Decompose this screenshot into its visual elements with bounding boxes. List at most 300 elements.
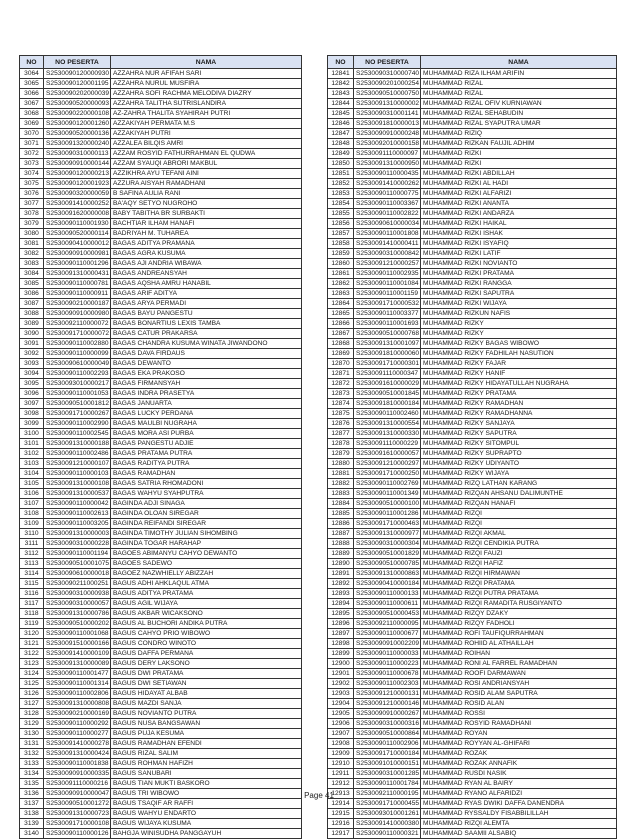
table-row bbox=[20, 419, 302, 429]
cell-no: 3114 bbox=[20, 569, 44, 579]
cell-nama: AZZAHRA NURUL MUSFIRA bbox=[111, 79, 302, 89]
cell-nama: MUHAMMAD ROSID ALAM SAPUTRA bbox=[421, 689, 617, 699]
cell-no-peserta: S2530091310000786 bbox=[44, 609, 111, 619]
cell-no-peserta: S2530090610000034 bbox=[354, 219, 421, 229]
table-row bbox=[20, 519, 302, 529]
cell-nama: BAGUS RIZAL SALIM bbox=[111, 749, 302, 759]
cell-no: 12873 bbox=[328, 389, 354, 399]
cell-nama: MUHAMMAD RIZIQ bbox=[421, 129, 617, 139]
cell-no-peserta: S2530091210000146 bbox=[354, 699, 421, 709]
cell-no-peserta: S2530090210000169 bbox=[44, 709, 111, 719]
table-row bbox=[20, 589, 302, 599]
cell-nama: BAGAS CATUR PRAKARSA bbox=[111, 329, 302, 339]
cell-nama: MUHAMMAD RIZKI ABDILLAH bbox=[421, 169, 617, 179]
cell-nama: MUHAMMAD RIZQY DZAKY bbox=[421, 609, 617, 619]
table-row bbox=[328, 829, 617, 839]
cell-nama: BAGOES ABIMANYU CAHYO DEWANTO bbox=[111, 549, 302, 559]
cell-no: 3085 bbox=[20, 279, 44, 289]
table-row bbox=[20, 409, 302, 419]
cell-no-peserta: S2530091210000107 bbox=[44, 459, 111, 469]
cell-no-peserta: S2530090910000981 bbox=[44, 249, 111, 259]
table-row bbox=[328, 339, 617, 349]
table-row bbox=[20, 669, 302, 679]
cell-no-peserta: S2530090120000213 bbox=[44, 169, 111, 179]
cell-nama: BAGAS PRATAMA PUTRA bbox=[111, 449, 302, 459]
cell-nama: MUHAMMAD RIZQAN HANAFI bbox=[421, 499, 617, 509]
cell-no-peserta: S2530090110002293 bbox=[44, 369, 111, 379]
cell-no-peserta: S2530090110001693 bbox=[354, 319, 421, 329]
table-row bbox=[328, 189, 617, 199]
cell-no-peserta: S2530092010000158 bbox=[354, 139, 421, 149]
cell-nama: B SAFINA AULIA RANI bbox=[111, 189, 302, 199]
cell-nama: MUHAMMAD RIZQI HAFIZ bbox=[421, 559, 617, 569]
cell-nama: AZ-ZAHRA THALITA SYAHIRAH PUTRI bbox=[111, 109, 302, 119]
cell-no: 12877 bbox=[328, 429, 354, 439]
cell-no: 12917 bbox=[328, 829, 354, 839]
cell-no: 12905 bbox=[328, 709, 354, 719]
table-row bbox=[20, 379, 302, 389]
cell-nama: BAGUS DWI PRATAMA bbox=[111, 669, 302, 679]
cell-nama: BAGUS HIDAYAT ALBAB bbox=[111, 689, 302, 699]
cell-no: 12876 bbox=[328, 419, 354, 429]
cell-no: 12884 bbox=[328, 499, 354, 509]
cell-no: 3064 bbox=[20, 69, 44, 79]
table-row bbox=[328, 609, 617, 619]
cell-nama: AZZAHRA NUR AFIFAH SARI bbox=[111, 69, 302, 79]
cell-nama: BAGAS FIRMANSYAH bbox=[111, 379, 302, 389]
cell-no-peserta: S2530091320000240 bbox=[44, 139, 111, 149]
cell-no-peserta: S2530090110000435 bbox=[354, 169, 421, 179]
cell-no-peserta: S2530090110000033 bbox=[354, 649, 421, 659]
cell-no-peserta: S2530090110001808 bbox=[354, 229, 421, 239]
table-row bbox=[328, 659, 617, 669]
cell-nama: AZZAHRA TALITHA SUTRISLANDIRA bbox=[111, 99, 302, 109]
cell-no: 12909 bbox=[328, 749, 354, 759]
cell-no: 12915 bbox=[328, 809, 354, 819]
cell-no: 12916 bbox=[328, 819, 354, 829]
cell-no: 3119 bbox=[20, 619, 44, 629]
cell-nama: MUHAMMAD RIZQI bbox=[421, 509, 617, 519]
cell-nama: MUHAMMAD RIZQI bbox=[421, 519, 617, 529]
cell-nama: MUHAMMAD RIZKY bbox=[421, 329, 617, 339]
cell-nama: MUHAMMAD RIZKY WIJAYA bbox=[421, 469, 617, 479]
cell-no: 12858 bbox=[328, 239, 354, 249]
table-row bbox=[20, 189, 302, 199]
table-row bbox=[20, 299, 302, 309]
cell-no-peserta: S2530090310000740 bbox=[354, 69, 421, 79]
cell-nama: BAGAS SATRIA RHOMADONI bbox=[111, 479, 302, 489]
cell-no: 12847 bbox=[328, 129, 354, 139]
cell-no: 3074 bbox=[20, 169, 44, 179]
cell-nama: MUHAMMAD RIZKY SAPUTRA bbox=[421, 429, 617, 439]
cell-no: 3115 bbox=[20, 579, 44, 589]
cell-no-peserta: S2530090910000267 bbox=[354, 709, 421, 719]
cell-no: 3120 bbox=[20, 629, 44, 639]
cell-no-peserta: S2530091410000109 bbox=[44, 649, 111, 659]
table-row bbox=[328, 409, 617, 419]
cell-nama: BAGUS SANUBARI bbox=[111, 769, 302, 779]
cell-no-peserta: S2530091310000431 bbox=[44, 269, 111, 279]
cell-no-peserta: S2530090110002460 bbox=[354, 409, 421, 419]
cell-nama: BAGAS ANDREANSYAH bbox=[111, 269, 302, 279]
cell-no: 3126 bbox=[20, 689, 44, 699]
table-row bbox=[328, 129, 617, 139]
cell-no: 12903 bbox=[328, 689, 354, 699]
cell-no-peserta: S2530091310000950 bbox=[354, 159, 421, 169]
cell-no-peserta: S2530090110000042 bbox=[44, 499, 111, 509]
cell-nama: AZZAM ROSYID FATHURRAHMAN EL QUDWA bbox=[111, 149, 302, 159]
cell-no: 12904 bbox=[328, 699, 354, 709]
cell-no: 12896 bbox=[328, 619, 354, 629]
cell-no: 12879 bbox=[328, 449, 354, 459]
cell-no: 12889 bbox=[328, 549, 354, 559]
cell-no-peserta: S2530091310000977 bbox=[354, 529, 421, 539]
cell-no: 3137 bbox=[20, 799, 44, 809]
cell-nama: BAGAS LUCKY PERDANA bbox=[111, 409, 302, 419]
table-row bbox=[20, 249, 302, 259]
cell-no-peserta: S2530090110000103 bbox=[44, 469, 111, 479]
cell-no-peserta: S2530090110002545 bbox=[44, 429, 111, 439]
table-row bbox=[328, 619, 617, 629]
cell-no-peserta: S2530090110001930 bbox=[44, 219, 111, 229]
cell-nama: MUHAMMAD ROSSI bbox=[421, 709, 617, 719]
table-row bbox=[20, 219, 302, 229]
table-row bbox=[20, 349, 302, 359]
table-row bbox=[20, 119, 302, 129]
header-no-peserta: NO PESERTA bbox=[354, 56, 421, 69]
cell-no-peserta: S2530091410000252 bbox=[44, 199, 111, 209]
cell-nama: BAGAS MORA ASI PURBA bbox=[111, 429, 302, 439]
cell-no-peserta: S2530091710000184 bbox=[354, 749, 421, 759]
cell-no: 12841 bbox=[328, 69, 354, 79]
participant-table-right bbox=[327, 55, 617, 839]
cell-no-peserta: S2530090110001286 bbox=[354, 509, 421, 519]
cell-no: 3103 bbox=[20, 459, 44, 469]
cell-no: 12890 bbox=[328, 559, 354, 569]
cell-nama: MUHAMMAD RIZQAN AHSANU DALIMUNTHE bbox=[421, 489, 617, 499]
cell-nama: MUHAMMAD RIZKUN NAFIS bbox=[421, 309, 617, 319]
cell-no: 3100 bbox=[20, 429, 44, 439]
table-row bbox=[20, 559, 302, 569]
cell-no-peserta: S2530090610000049 bbox=[44, 359, 111, 369]
cell-no: 12885 bbox=[328, 509, 354, 519]
cell-no: 12865 bbox=[328, 309, 354, 319]
cell-no-peserta: S2530090310000057 bbox=[44, 599, 111, 609]
table-row bbox=[20, 629, 302, 639]
cell-no: 12886 bbox=[328, 519, 354, 529]
cell-nama: MUHAMMAD ROSYID RAMADHANI bbox=[421, 719, 617, 729]
cell-nama: BAGAS CHANDRA KUSUMA WINATA JIWANDONO bbox=[111, 339, 302, 349]
cell-no: 12868 bbox=[328, 339, 354, 349]
cell-no-peserta: S2530090120001923 bbox=[44, 179, 111, 189]
cell-no-peserta: S2530092110000195 bbox=[354, 789, 421, 799]
cell-no: 12901 bbox=[328, 669, 354, 679]
cell-no-peserta: S2530090120000930 bbox=[44, 69, 111, 79]
table-row bbox=[20, 799, 302, 809]
cell-no-peserta: S2530091210000257 bbox=[354, 259, 421, 269]
cell-nama: BAGUS TSAQIF AR RAFFI bbox=[111, 799, 302, 809]
cell-no-peserta: S2530090110002486 bbox=[44, 449, 111, 459]
cell-nama: MUHAMMAD RIZQI PUTRA PRATAMA bbox=[421, 589, 617, 599]
cell-no: 3073 bbox=[20, 159, 44, 169]
cell-no-peserta: S2530090110002822 bbox=[354, 209, 421, 219]
cell-no-peserta: S2530090610000018 bbox=[44, 569, 111, 579]
cell-no-peserta: S2530090310000938 bbox=[44, 589, 111, 599]
cell-nama: BACHTIAR ILHAM HANAFI bbox=[111, 219, 302, 229]
cell-no-peserta: S2530090310000842 bbox=[354, 249, 421, 259]
cell-nama: MUHAMMAD RIZKI ALFARIZI bbox=[421, 189, 617, 199]
cell-no: 12859 bbox=[328, 249, 354, 259]
cell-no: 12875 bbox=[328, 409, 354, 419]
cell-nama: BAGUS DAFFA PERMANA bbox=[111, 649, 302, 659]
table-row bbox=[328, 139, 617, 149]
cell-no: 3099 bbox=[20, 419, 44, 429]
table-header bbox=[20, 56, 302, 69]
cell-no-peserta: S2530090110002769 bbox=[354, 479, 421, 489]
cell-no: 3080 bbox=[20, 229, 44, 239]
cell-no: 12894 bbox=[328, 599, 354, 609]
cell-no: 3138 bbox=[20, 809, 44, 819]
cell-nama: BAGUS CAHYO PRIO WIBOWO bbox=[111, 629, 302, 639]
cell-no: 3140 bbox=[20, 829, 44, 839]
cell-no-peserta: S2530091610000057 bbox=[354, 449, 421, 459]
cell-no-peserta: S2530090310000228 bbox=[44, 539, 111, 549]
cell-no-peserta: S2530090910000047 bbox=[44, 789, 111, 799]
cell-no: 3116 bbox=[20, 589, 44, 599]
table-row bbox=[328, 89, 617, 99]
cell-no-peserta: S2530090310000304 bbox=[354, 539, 421, 549]
table-row bbox=[328, 779, 617, 789]
cell-no-peserta: S2530091810000013 bbox=[354, 119, 421, 129]
table-row bbox=[328, 699, 617, 709]
cell-no-peserta: S2530090110002806 bbox=[44, 689, 111, 699]
cell-nama: MUHAMMAD RIZKY FADHILAH NASUTION bbox=[421, 349, 617, 359]
cell-no-peserta: S2530090310000316 bbox=[354, 719, 421, 729]
table-row bbox=[20, 539, 302, 549]
cell-no: 12857 bbox=[328, 229, 354, 239]
table-row bbox=[328, 209, 617, 219]
table-row bbox=[328, 149, 617, 159]
cell-no-peserta: S2530090110001194 bbox=[44, 549, 111, 559]
cell-no: 3131 bbox=[20, 739, 44, 749]
table-row bbox=[20, 499, 302, 509]
cell-no: 3117 bbox=[20, 599, 44, 609]
cell-no-peserta: S2530090510000750 bbox=[354, 89, 421, 99]
cell-no: 3088 bbox=[20, 309, 44, 319]
cell-no-peserta: S2530090110001838 bbox=[44, 759, 111, 769]
table-row bbox=[328, 309, 617, 319]
table-row bbox=[328, 649, 617, 659]
table-row bbox=[328, 809, 617, 819]
cell-no-peserta: S2530090510000864 bbox=[354, 729, 421, 739]
table-row bbox=[328, 709, 617, 719]
cell-no: 12883 bbox=[328, 489, 354, 499]
cell-no-peserta: S2530091110000347 bbox=[354, 369, 421, 379]
cell-no-peserta: S2530090110000678 bbox=[354, 669, 421, 679]
table-row bbox=[20, 749, 302, 759]
cell-no-peserta: S2530090110002303 bbox=[354, 679, 421, 689]
cell-no: 3067 bbox=[20, 99, 44, 109]
cell-no: 3068 bbox=[20, 109, 44, 119]
cell-no: 12895 bbox=[328, 609, 354, 619]
cell-nama: MUHAMMAD RIZKY UDIYANTO bbox=[421, 459, 617, 469]
cell-no-peserta: S2530090110001159 bbox=[354, 289, 421, 299]
cell-nama: BAGAS DEWANTO bbox=[111, 359, 302, 369]
cell-no: 12846 bbox=[328, 119, 354, 129]
table-row bbox=[328, 469, 617, 479]
table-row bbox=[328, 279, 617, 289]
cell-nama: BAGINDA TOGAR HARAHAP bbox=[111, 539, 302, 549]
cell-no: 12862 bbox=[328, 279, 354, 289]
cell-no: 3118 bbox=[20, 609, 44, 619]
table-row bbox=[20, 129, 302, 139]
cell-nama: MUHAMMAD ROOFI DARMAWAN bbox=[421, 669, 617, 679]
cell-no-peserta: S2530090110000677 bbox=[354, 629, 421, 639]
table-row bbox=[328, 419, 617, 429]
table-row bbox=[20, 619, 302, 629]
cell-nama: BAHGJA WINISUDHA PANGGAYUH bbox=[111, 829, 302, 839]
cell-nama: BAGUS TRI WIBOWO bbox=[111, 789, 302, 799]
cell-no-peserta: S2530090110000292 bbox=[44, 719, 111, 729]
cell-no: 3093 bbox=[20, 359, 44, 369]
cell-no-peserta: S2530091310000003 bbox=[44, 529, 111, 539]
cell-no-peserta: S2530091110000229 bbox=[354, 439, 421, 449]
cell-nama: BAGAS ARYA PERMADI bbox=[111, 299, 302, 309]
cell-no-peserta: S2530090110001314 bbox=[44, 679, 111, 689]
cell-nama: BAGAS EKA PRAKOSO bbox=[111, 369, 302, 379]
cell-no-peserta: S2530090211000251 bbox=[44, 579, 111, 589]
cell-nama: MUHAMMAD RIZKY FAJAR bbox=[421, 359, 617, 369]
cell-no: 12912 bbox=[328, 779, 354, 789]
cell-no-peserta: S2530090910000248 bbox=[354, 129, 421, 139]
table-row bbox=[328, 529, 617, 539]
cell-no: 12881 bbox=[328, 469, 354, 479]
cell-nama: MUHAMMAD ROYAN bbox=[421, 729, 617, 739]
table-row bbox=[328, 569, 617, 579]
cell-no-peserta: S2530090110003205 bbox=[44, 519, 111, 529]
cell-no-peserta: S2530091510000166 bbox=[44, 639, 111, 649]
table-row bbox=[328, 739, 617, 749]
table-row bbox=[20, 609, 302, 619]
cell-no: 3086 bbox=[20, 289, 44, 299]
cell-nama: MUHAMMAD RIZKI NOVIANTO bbox=[421, 259, 617, 269]
cell-no: 3128 bbox=[20, 709, 44, 719]
cell-no: 12907 bbox=[328, 729, 354, 739]
table-row bbox=[20, 479, 302, 489]
cell-no-peserta: S2530091710000072 bbox=[44, 329, 111, 339]
cell-no-peserta: S2530091310000808 bbox=[44, 699, 111, 709]
cell-no-peserta: S2530091310000089 bbox=[44, 659, 111, 669]
table-row bbox=[328, 299, 617, 309]
table-row bbox=[20, 599, 302, 609]
cell-no-peserta: S2530090310000113 bbox=[44, 149, 111, 159]
cell-nama: MUHAMMAD RONI AL FARREL RAMADHAN bbox=[421, 659, 617, 669]
cell-no: 3134 bbox=[20, 769, 44, 779]
cell-nama: AZZAM SYAUQI ABRORI MAKBUL bbox=[111, 159, 302, 169]
cell-no: 12855 bbox=[328, 209, 354, 219]
cell-no: 12856 bbox=[328, 219, 354, 229]
cell-nama: MUHAMMAD RIZKI ANANTA bbox=[421, 199, 617, 209]
cell-nama: AZZIKHRA AYU TEFANI AINI bbox=[111, 169, 302, 179]
cell-nama: BAGINDA ADJI SINAGA bbox=[111, 499, 302, 509]
cell-nama: AZZALEA BILQIS AMRI bbox=[111, 139, 302, 149]
cell-no: 12913 bbox=[328, 789, 354, 799]
table-row bbox=[20, 809, 302, 819]
table-row bbox=[20, 429, 302, 439]
header-no-peserta: NO PESERTA bbox=[44, 56, 111, 69]
cell-nama: BAGAS RADITYA PUTRA bbox=[111, 459, 302, 469]
table-row bbox=[328, 799, 617, 809]
cell-nama: BAGAS DAVA FIRDAUS bbox=[111, 349, 302, 359]
cell-no-peserta: S2530090202000039 bbox=[44, 89, 111, 99]
cell-no-peserta: S2530090510000785 bbox=[354, 559, 421, 569]
cell-no-peserta: S2530091710000267 bbox=[44, 409, 111, 419]
cell-nama: MUHAMMAD RIZQI FAUZI bbox=[421, 549, 617, 559]
cell-no-peserta: S2530090110000911 bbox=[44, 289, 111, 299]
cell-nama: AZZAKIYAH PUTRI bbox=[111, 129, 302, 139]
cell-nama: MUHAMMAD RIZQI AKMAL bbox=[421, 529, 617, 539]
cell-nama: MUHAMMAD RIZKI SAPUTRA bbox=[421, 289, 617, 299]
cell-nama: MUHAMMAD RIZAL SEHABUDIN bbox=[421, 109, 617, 119]
cell-no: 12870 bbox=[328, 359, 354, 369]
cell-no: 3079 bbox=[20, 219, 44, 229]
table-row bbox=[20, 819, 302, 829]
cell-nama: MUHAMMAD RYAN AL BAIRY bbox=[421, 779, 617, 789]
table-row bbox=[328, 239, 617, 249]
cell-no-peserta: S2530091610000029 bbox=[354, 379, 421, 389]
table-header bbox=[328, 56, 617, 69]
cell-no-peserta: S2530092110000095 bbox=[354, 619, 421, 629]
cell-no-peserta: S2530090120001260 bbox=[44, 119, 111, 129]
table-row bbox=[20, 469, 302, 479]
cell-no-peserta: S2530090110001053 bbox=[44, 389, 111, 399]
cell-no: 12897 bbox=[328, 629, 354, 639]
cell-nama: BAGUS AGIL WIJAYA bbox=[111, 599, 302, 609]
cell-nama: MUHAMMAD RIZKY HANIF bbox=[421, 369, 617, 379]
cell-nama: BAGUS ADHI AHKLAQUL ATMA bbox=[111, 579, 302, 589]
cell-nama: BAGUS TIAN MUKTI BASKORO bbox=[111, 779, 302, 789]
cell-no-peserta: S2530091310000002 bbox=[354, 99, 421, 109]
table-row bbox=[328, 459, 617, 469]
cell-no-peserta: S2530090110000321 bbox=[354, 829, 421, 839]
table-row bbox=[328, 99, 617, 109]
cell-no: 3096 bbox=[20, 389, 44, 399]
cell-no: 3102 bbox=[20, 449, 44, 459]
cell-nama: MUHAMMAD RIZKY RAMADHAN bbox=[421, 399, 617, 409]
table-row bbox=[328, 729, 617, 739]
table-row bbox=[20, 739, 302, 749]
cell-nama: MUHAMMAD RIZKY RAMADHANNA bbox=[421, 409, 617, 419]
cell-no-peserta: S2530093010000217 bbox=[44, 379, 111, 389]
cell-no: 3090 bbox=[20, 329, 44, 339]
cell-no: 3123 bbox=[20, 659, 44, 669]
cell-nama: MUHAMMAD RIZKI bbox=[421, 159, 617, 169]
table-row bbox=[20, 769, 302, 779]
cell-no: 3094 bbox=[20, 369, 44, 379]
table-row bbox=[328, 109, 617, 119]
cell-nama: BAGAS INDRA PRASETYA bbox=[111, 389, 302, 399]
cell-no-peserta: S2530091810000184 bbox=[354, 399, 421, 409]
cell-nama: BAGUS NOVIANTO PUTRA bbox=[111, 709, 302, 719]
cell-nama: BA'AQY SETYO NUGROHO bbox=[111, 199, 302, 209]
cell-no-peserta: S2530090210000187 bbox=[44, 299, 111, 309]
cell-no: 3092 bbox=[20, 349, 44, 359]
table-row bbox=[20, 449, 302, 459]
table-row bbox=[328, 219, 617, 229]
cell-nama: BAGINDA TIMOTHY JULIAN SIHOMBING bbox=[111, 529, 302, 539]
cell-no-peserta: S2530090110000099 bbox=[44, 349, 111, 359]
cell-no-peserta: S2530091310000537 bbox=[44, 489, 111, 499]
